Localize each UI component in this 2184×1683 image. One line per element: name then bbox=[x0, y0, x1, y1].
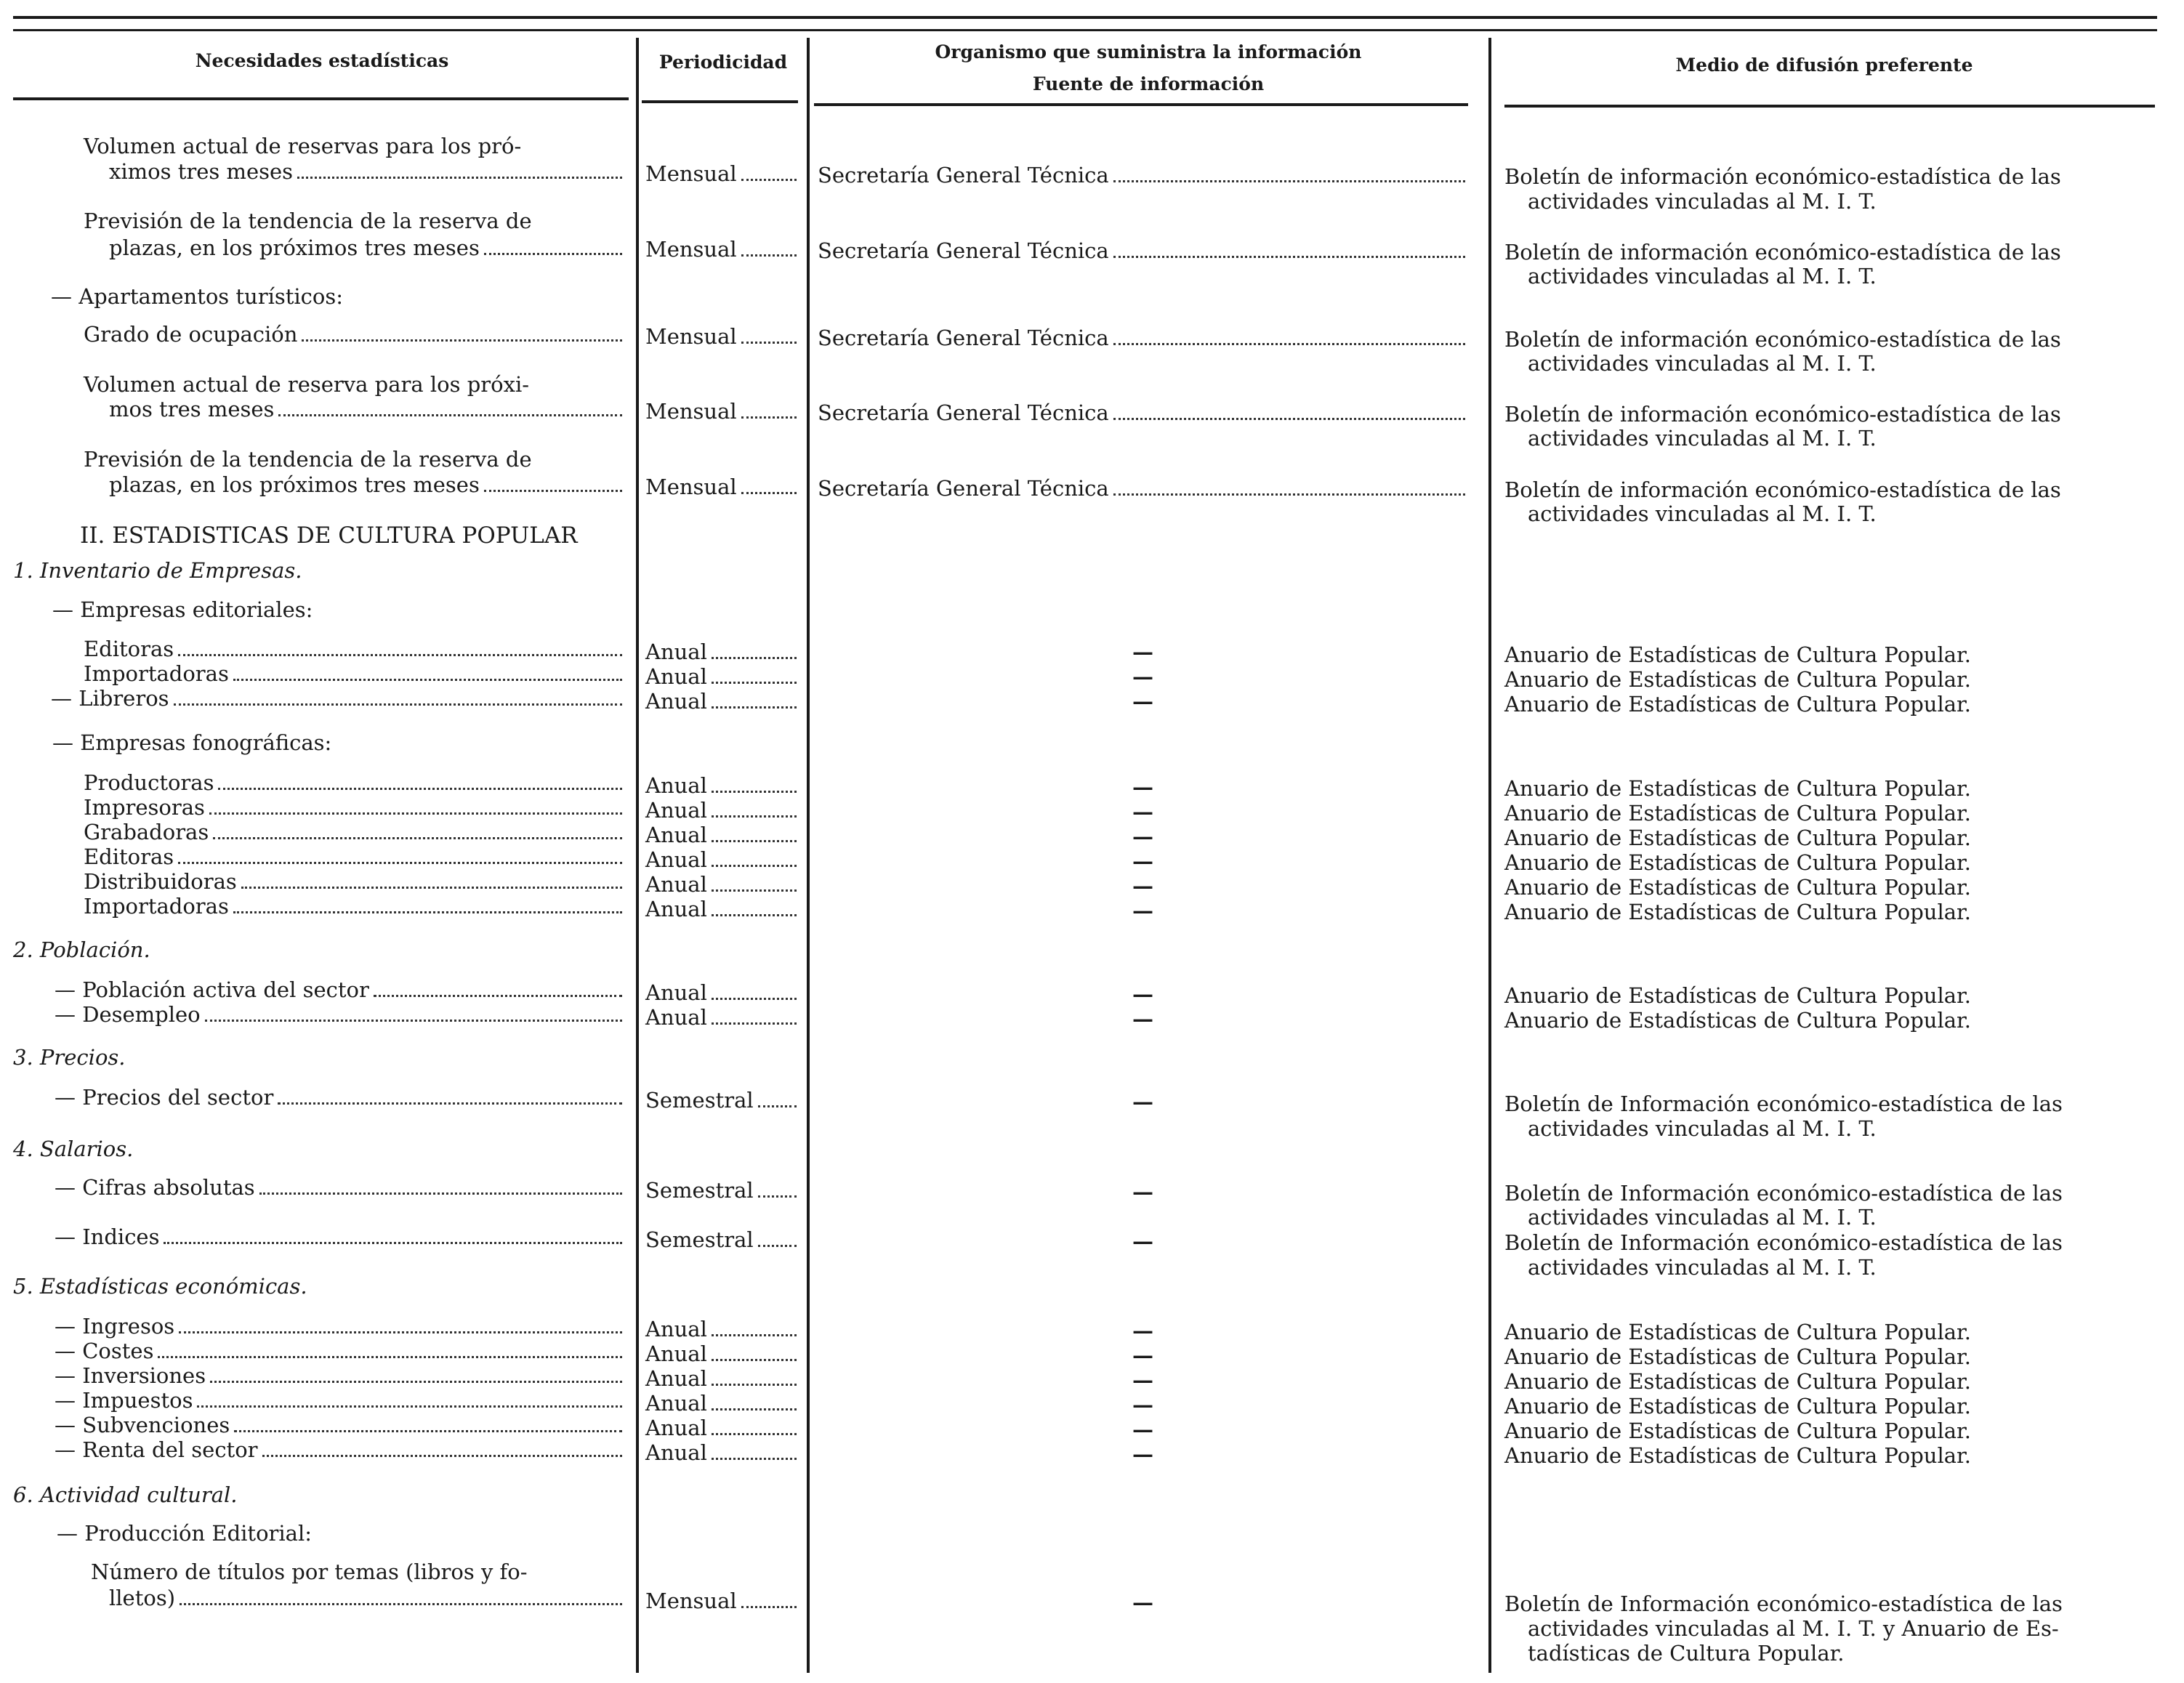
column-divider-2 bbox=[807, 38, 810, 1673]
header-underline-3 bbox=[814, 103, 1468, 106]
leader-dots bbox=[262, 1455, 622, 1457]
ec5-necesidad bbox=[55, 1413, 625, 1437]
p2-medio: Anuario de Estadísticas de Cultura Popular. bbox=[1504, 1008, 1971, 1033]
f6-necesidad-text: Importadoras bbox=[84, 894, 229, 919]
ac1-periodicidad-text: Mensual bbox=[645, 1589, 737, 1613]
row1-necesidad-line2 bbox=[109, 159, 625, 184]
sa1-periodicidad-text: Semestral bbox=[645, 1178, 754, 1203]
row5-periodicidad bbox=[645, 475, 799, 499]
row1-necesidad-line1: Volumen actual de reservas para los pró- bbox=[84, 134, 522, 158]
e2-periodicidad bbox=[645, 664, 799, 689]
f6-periodicidad bbox=[645, 897, 799, 921]
leader-dots bbox=[712, 1022, 797, 1025]
p2-necesidad-text: — Desempleo bbox=[55, 1002, 201, 1027]
e2-necesidad bbox=[84, 661, 625, 686]
sa1-medio-line2: actividades vinculadas al M. I. T. bbox=[1528, 1205, 1877, 1230]
leader-dots bbox=[712, 815, 797, 818]
ec6-medio: Anuario de Estadísticas de Cultura Popular. bbox=[1504, 1443, 1971, 1468]
subsection-3-heading: 3. Precios. bbox=[13, 1045, 126, 1070]
sa2-necesidad bbox=[55, 1224, 625, 1249]
row3-periodicidad-text: Mensual bbox=[645, 324, 737, 349]
ac1-necesidad-line2 bbox=[109, 1586, 625, 1610]
leader-dots bbox=[259, 1192, 622, 1195]
leader-dots bbox=[297, 177, 622, 179]
header-organismo: Organismo que suministra la información bbox=[935, 41, 1362, 62]
row2-organismo bbox=[818, 238, 1468, 263]
row3-medio-line1: Boletín de información económico-estadística de las bbox=[1504, 327, 2061, 352]
leader-dots bbox=[278, 1102, 622, 1105]
leader-dots bbox=[1113, 493, 1465, 496]
ec4-necesidad bbox=[55, 1388, 625, 1413]
leader-dots bbox=[278, 414, 622, 416]
leader-dots bbox=[741, 254, 797, 257]
row5-organismo bbox=[818, 476, 1468, 501]
row4-periodicidad-text: Mensual bbox=[645, 399, 737, 424]
row3-medio-line2: actividades vinculadas al M. I. T. bbox=[1528, 351, 1877, 376]
e1-medio: Anuario de Estadísticas de Cultura Popular. bbox=[1504, 642, 1971, 667]
sa1-medio-line1: Boletín de Información económico-estadística de las bbox=[1504, 1181, 2063, 1206]
row1-medio-line1: Boletín de información económico-estadística de las bbox=[1504, 164, 2061, 189]
leader-dots bbox=[758, 1105, 797, 1107]
e3-periodicidad bbox=[645, 689, 799, 714]
p1-medio: Anuario de Estadísticas de Cultura Popular. bbox=[1504, 983, 1971, 1008]
f1-periodicidad bbox=[645, 773, 799, 798]
leader-dots bbox=[1113, 418, 1465, 420]
ec3-necesidad bbox=[55, 1363, 625, 1388]
ec6-organismo: — bbox=[1132, 1442, 1153, 1466]
row2-necesidad-line1: Previsión de la tendencia de la reserva de bbox=[84, 209, 532, 233]
column-divider-3 bbox=[1488, 38, 1491, 1673]
f2-periodicidad-text: Anual bbox=[645, 798, 707, 823]
pr1-necesidad bbox=[55, 1085, 625, 1110]
f3-necesidad bbox=[84, 820, 625, 844]
ec4-necesidad-text: — Impuestos bbox=[55, 1388, 193, 1413]
row2-periodicidad bbox=[645, 237, 799, 262]
f2-medio: Anuario de Estadísticas de Cultura Popular. bbox=[1504, 801, 1971, 826]
leader-dots bbox=[712, 865, 797, 867]
f1-organismo: — bbox=[1132, 775, 1153, 799]
row5-medio-line2: actividades vinculadas al M. I. T. bbox=[1528, 501, 1877, 526]
leader-dots bbox=[741, 342, 797, 344]
leader-dots bbox=[233, 911, 622, 913]
header-underline-4 bbox=[1504, 105, 2155, 108]
p1-periodicidad-text: Anual bbox=[645, 980, 707, 1005]
leader-dots bbox=[758, 1195, 797, 1198]
leader-dots bbox=[1113, 180, 1465, 182]
sa1-necesidad bbox=[55, 1175, 625, 1200]
ec6-periodicidad bbox=[645, 1440, 799, 1465]
leader-dots bbox=[213, 837, 622, 839]
leader-dots bbox=[1113, 256, 1465, 258]
f6-necesidad bbox=[84, 894, 625, 919]
row4-necesidad-text: mos tres meses bbox=[109, 397, 275, 421]
row1-necesidad-text: ximos tres meses bbox=[109, 159, 294, 184]
ec1-necesidad-text: — Ingresos bbox=[55, 1314, 175, 1339]
row1-organismo bbox=[818, 163, 1468, 187]
sa2-organismo: — bbox=[1132, 1229, 1153, 1254]
row3-organismo bbox=[818, 326, 1468, 350]
e1-organismo: — bbox=[1132, 639, 1153, 664]
row4-periodicidad bbox=[645, 399, 799, 424]
f5-medio: Anuario de Estadísticas de Cultura Popular. bbox=[1504, 875, 1971, 900]
f3-medio: Anuario de Estadísticas de Cultura Popular. bbox=[1504, 826, 1971, 850]
f1-necesidad bbox=[84, 770, 625, 795]
row4-organismo bbox=[818, 400, 1468, 425]
leader-dots bbox=[174, 703, 622, 706]
leader-dots bbox=[233, 679, 622, 681]
row5-necesidad-line2 bbox=[109, 472, 625, 497]
f5-organismo: — bbox=[1132, 873, 1153, 898]
leader-dots bbox=[712, 682, 797, 684]
f4-organismo: — bbox=[1132, 849, 1153, 873]
ec5-necesidad-text: — Subvenciones bbox=[55, 1413, 230, 1437]
f3-periodicidad bbox=[645, 823, 799, 847]
f4-periodicidad-text: Anual bbox=[645, 847, 707, 872]
ec6-periodicidad-text: Anual bbox=[645, 1440, 707, 1465]
row1-medio-line2: actividades vinculadas al M. I. T. bbox=[1528, 189, 1877, 214]
f3-periodicidad-text: Anual bbox=[645, 823, 707, 847]
row4-organismo-text: Secretaría General Técnica bbox=[818, 400, 1109, 425]
f1-periodicidad-text: Anual bbox=[645, 773, 707, 798]
ec4-medio: Anuario de Estadísticas de Cultura Popular. bbox=[1504, 1394, 1971, 1418]
ac1-medio-line1: Boletín de Información económico-estadística de las bbox=[1504, 1591, 2063, 1616]
leader-dots bbox=[712, 657, 797, 659]
f4-periodicidad bbox=[645, 847, 799, 872]
sa2-periodicidad bbox=[645, 1227, 799, 1252]
e3-organismo: — bbox=[1132, 689, 1153, 714]
ac1-medio-line3: tadísticas de Cultura Popular. bbox=[1528, 1641, 1845, 1666]
header-periodicidad: Periodicidad bbox=[658, 52, 788, 73]
ec3-periodicidad-text: Anual bbox=[645, 1366, 707, 1391]
f2-necesidad-text: Impresoras bbox=[84, 795, 205, 820]
p2-periodicidad-text: Anual bbox=[645, 1005, 707, 1030]
leader-dots bbox=[712, 1408, 797, 1410]
p1-necesidad bbox=[55, 977, 625, 1002]
f4-medio: Anuario de Estadísticas de Cultura Popular. bbox=[1504, 850, 1971, 875]
ec4-periodicidad-text: Anual bbox=[645, 1391, 707, 1416]
header-medio: Medio de difusión preferente bbox=[1675, 55, 1973, 76]
subsection-4-heading: 4. Salarios. bbox=[13, 1137, 134, 1161]
leader-dots bbox=[1113, 343, 1465, 345]
e3-periodicidad-text: Anual bbox=[645, 689, 707, 714]
header-fuente: Fuente de información bbox=[1032, 73, 1265, 94]
leader-dots bbox=[178, 862, 622, 864]
row2-organismo-text: Secretaría General Técnica bbox=[818, 238, 1109, 263]
e2-necesidad-text: Importadoras bbox=[84, 661, 229, 686]
sa1-organismo: — bbox=[1132, 1179, 1153, 1204]
row2-medio-line2: actividades vinculadas al M. I. T. bbox=[1528, 264, 1877, 288]
leader-dots bbox=[374, 995, 622, 997]
f6-medio: Anuario de Estadísticas de Cultura Popular. bbox=[1504, 900, 1971, 924]
ec3-necesidad-text: — Inversiones bbox=[55, 1363, 206, 1388]
f3-necesidad-text: Grabadoras bbox=[84, 820, 209, 844]
row5-necesidad-text: plazas, en los próximos tres meses bbox=[109, 472, 480, 497]
f6-periodicidad-text: Anual bbox=[645, 897, 707, 921]
leader-dots bbox=[712, 1334, 797, 1336]
leader-dots bbox=[741, 179, 797, 181]
ec1-organismo: — bbox=[1132, 1318, 1153, 1343]
top-rule-thick bbox=[13, 16, 2157, 19]
row3-necesidad-text: Grado de ocupación bbox=[84, 322, 298, 347]
f5-periodicidad-text: Anual bbox=[645, 872, 707, 897]
sa2-periodicidad-text: Semestral bbox=[645, 1227, 754, 1252]
leader-dots bbox=[712, 1433, 797, 1435]
row4-necesidad-line1: Volumen actual de reserva para los próxi- bbox=[84, 372, 530, 397]
p1-necesidad-text: — Población activa del sector bbox=[55, 977, 369, 1002]
ec1-periodicidad bbox=[645, 1317, 799, 1341]
subsection-2-heading: 2. Población. bbox=[13, 937, 150, 962]
ec5-organismo: — bbox=[1132, 1417, 1153, 1442]
leader-dots bbox=[712, 706, 797, 709]
ac1-organismo: — bbox=[1132, 1590, 1153, 1615]
f5-periodicidad bbox=[645, 872, 799, 897]
leader-dots bbox=[712, 998, 797, 1000]
column-divider-1 bbox=[636, 38, 639, 1673]
row1-organismo-text: Secretaría General Técnica bbox=[818, 163, 1109, 187]
ec2-periodicidad bbox=[645, 1341, 799, 1366]
sa1-periodicidad bbox=[645, 1178, 799, 1203]
e1-necesidad-text: Editoras bbox=[84, 637, 174, 661]
row2-necesidad-line2 bbox=[109, 235, 625, 260]
pr1-periodicidad-text: Semestral bbox=[645, 1088, 754, 1113]
header-necesidades: Necesidades estadísticas bbox=[195, 50, 449, 71]
f2-periodicidad bbox=[645, 798, 799, 823]
e3-necesidad-text: — Libreros bbox=[51, 686, 169, 711]
e2-medio: Anuario de Estadísticas de Cultura Popular. bbox=[1504, 667, 1971, 692]
ec6-necesidad-text: — Renta del sector bbox=[55, 1437, 258, 1462]
sa2-medio-line2: actividades vinculadas al M. I. T. bbox=[1528, 1255, 1877, 1280]
f1-medio: Anuario de Estadísticas de Cultura Popular. bbox=[1504, 776, 1971, 801]
leader-dots bbox=[205, 1020, 622, 1022]
ec2-necesidad-text: — Costes bbox=[55, 1339, 154, 1363]
ec2-necesidad bbox=[55, 1339, 625, 1363]
leader-dots bbox=[741, 1606, 797, 1608]
row4-necesidad-line2 bbox=[109, 397, 625, 421]
ec5-medio: Anuario de Estadísticas de Cultura Popular. bbox=[1504, 1418, 1971, 1443]
leader-dots bbox=[218, 788, 622, 790]
e1-necesidad bbox=[84, 637, 625, 661]
editoriales-heading: — Empresas editoriales: bbox=[52, 597, 313, 622]
subsection-6-heading: 6. Actividad cultural. bbox=[13, 1482, 238, 1507]
leader-dots bbox=[158, 1356, 622, 1358]
leader-dots bbox=[302, 339, 622, 342]
leader-dots bbox=[712, 791, 797, 793]
f1-necesidad-text: Productoras bbox=[84, 770, 214, 795]
row3-organismo-text: Secretaría General Técnica bbox=[818, 326, 1109, 350]
leader-dots bbox=[241, 887, 622, 889]
leader-dots bbox=[712, 840, 797, 842]
fonograficas-heading: — Empresas fonográficas: bbox=[52, 730, 332, 755]
f4-necesidad bbox=[84, 844, 625, 869]
header-underline-1 bbox=[13, 97, 629, 100]
e2-periodicidad-text: Anual bbox=[645, 664, 707, 689]
ec3-organismo: — bbox=[1132, 1368, 1153, 1392]
section-ii-heading: II. ESTADISTICAS DE CULTURA POPULAR bbox=[80, 522, 578, 549]
apartamentos-heading: — Apartamentos turísticos: bbox=[51, 284, 344, 309]
pr1-medio-line2: actividades vinculadas al M. I. T. bbox=[1528, 1116, 1877, 1141]
e1-periodicidad-text: Anual bbox=[645, 639, 707, 664]
leader-dots bbox=[234, 1430, 622, 1432]
row5-medio-line1: Boletín de información económico-estadística de las bbox=[1504, 477, 2061, 502]
row2-necesidad-text: plazas, en los próximos tres meses bbox=[109, 235, 480, 260]
header-underline-2 bbox=[642, 100, 798, 103]
ec3-periodicidad bbox=[645, 1366, 799, 1391]
row2-periodicidad-text: Mensual bbox=[645, 237, 737, 262]
ec5-periodicidad bbox=[645, 1416, 799, 1440]
row1-periodicidad-text: Mensual bbox=[645, 161, 737, 186]
leader-dots bbox=[179, 1331, 622, 1333]
row4-medio-line2: actividades vinculadas al M. I. T. bbox=[1528, 426, 1877, 451]
pr1-organismo: — bbox=[1132, 1089, 1153, 1114]
e2-organismo: — bbox=[1132, 664, 1153, 689]
ac1-medio-line2: actividades vinculadas al M. I. T. y Anuario de Es- bbox=[1528, 1616, 2059, 1641]
row5-necesidad-line1: Previsión de la tendencia de la reserva de bbox=[84, 447, 532, 472]
e3-medio: Anuario de Estadísticas de Cultura Popular. bbox=[1504, 692, 1971, 717]
p2-periodicidad bbox=[645, 1005, 799, 1030]
ec2-organismo: — bbox=[1132, 1343, 1153, 1368]
subsection-5-heading: 5. Estadísticas económicas. bbox=[13, 1274, 307, 1299]
ec3-medio: Anuario de Estadísticas de Cultura Popular. bbox=[1504, 1369, 1971, 1394]
ec1-periodicidad-text: Anual bbox=[645, 1317, 707, 1341]
produccion-editorial-heading: — Producción Editorial: bbox=[57, 1521, 313, 1546]
pr1-periodicidad bbox=[645, 1088, 799, 1113]
row3-periodicidad bbox=[645, 324, 799, 349]
leader-dots bbox=[197, 1405, 622, 1408]
f5-necesidad-text: Distribuidoras bbox=[84, 869, 237, 894]
pr1-medio-line1: Boletín de Información económico-estadística de las bbox=[1504, 1091, 2063, 1116]
ac1-necesidad-text: lletos) bbox=[109, 1586, 176, 1610]
ec2-periodicidad-text: Anual bbox=[645, 1341, 707, 1366]
ac1-necesidad-line1: Número de títulos por temas (libros y fo- bbox=[91, 1559, 528, 1584]
p2-organismo: — bbox=[1132, 1006, 1153, 1031]
ec4-periodicidad bbox=[645, 1391, 799, 1416]
leader-dots bbox=[164, 1242, 622, 1244]
e1-periodicidad bbox=[645, 639, 799, 664]
f3-organismo: — bbox=[1132, 824, 1153, 849]
leader-dots bbox=[712, 1384, 797, 1386]
ec1-necesidad bbox=[55, 1314, 625, 1339]
top-rule-thin bbox=[13, 29, 2157, 31]
subsection-1-heading: 1. Inventario de Empresas. bbox=[13, 558, 302, 583]
leader-dots bbox=[484, 253, 622, 255]
leader-dots bbox=[209, 812, 622, 815]
e3-necesidad bbox=[51, 686, 625, 711]
leader-dots bbox=[180, 1603, 622, 1605]
row1-periodicidad bbox=[645, 161, 799, 186]
leader-dots bbox=[712, 914, 797, 916]
leader-dots bbox=[741, 416, 797, 419]
sa1-necesidad-text: — Cifras absolutas bbox=[55, 1175, 255, 1200]
row3-necesidad bbox=[84, 322, 625, 347]
row5-organismo-text: Secretaría General Técnica bbox=[818, 476, 1109, 501]
leader-dots bbox=[712, 1458, 797, 1460]
f2-necesidad bbox=[84, 795, 625, 820]
sa2-necesidad-text: — Indices bbox=[55, 1224, 160, 1249]
leader-dots bbox=[712, 1359, 797, 1361]
row5-periodicidad-text: Mensual bbox=[645, 475, 737, 499]
leader-dots bbox=[741, 492, 797, 494]
f2-organismo: — bbox=[1132, 799, 1153, 824]
ec4-organismo: — bbox=[1132, 1392, 1153, 1417]
row2-medio-line1: Boletín de información económico-estadística de las bbox=[1504, 240, 2061, 265]
ec1-medio: Anuario de Estadísticas de Cultura Popular. bbox=[1504, 1320, 1971, 1344]
ec2-medio: Anuario de Estadísticas de Cultura Popular. bbox=[1504, 1344, 1971, 1369]
leader-dots bbox=[484, 490, 622, 492]
row4-medio-line1: Boletín de información económico-estadística de las bbox=[1504, 402, 2061, 427]
leader-dots bbox=[178, 654, 622, 656]
leader-dots bbox=[712, 889, 797, 892]
f6-organismo: — bbox=[1132, 898, 1153, 923]
pr1-necesidad-text: — Precios del sector bbox=[55, 1085, 274, 1110]
p1-organismo: — bbox=[1132, 982, 1153, 1006]
p1-periodicidad bbox=[645, 980, 799, 1005]
ec5-periodicidad-text: Anual bbox=[645, 1416, 707, 1440]
leader-dots bbox=[210, 1381, 622, 1383]
leader-dots bbox=[758, 1245, 797, 1247]
p2-necesidad bbox=[55, 1002, 625, 1027]
f4-necesidad-text: Editoras bbox=[84, 844, 174, 869]
ec6-necesidad bbox=[55, 1437, 625, 1462]
sa2-medio-line1: Boletín de Información económico-estadística de las bbox=[1504, 1230, 2063, 1255]
f5-necesidad bbox=[84, 869, 625, 894]
ac1-periodicidad bbox=[645, 1589, 799, 1613]
